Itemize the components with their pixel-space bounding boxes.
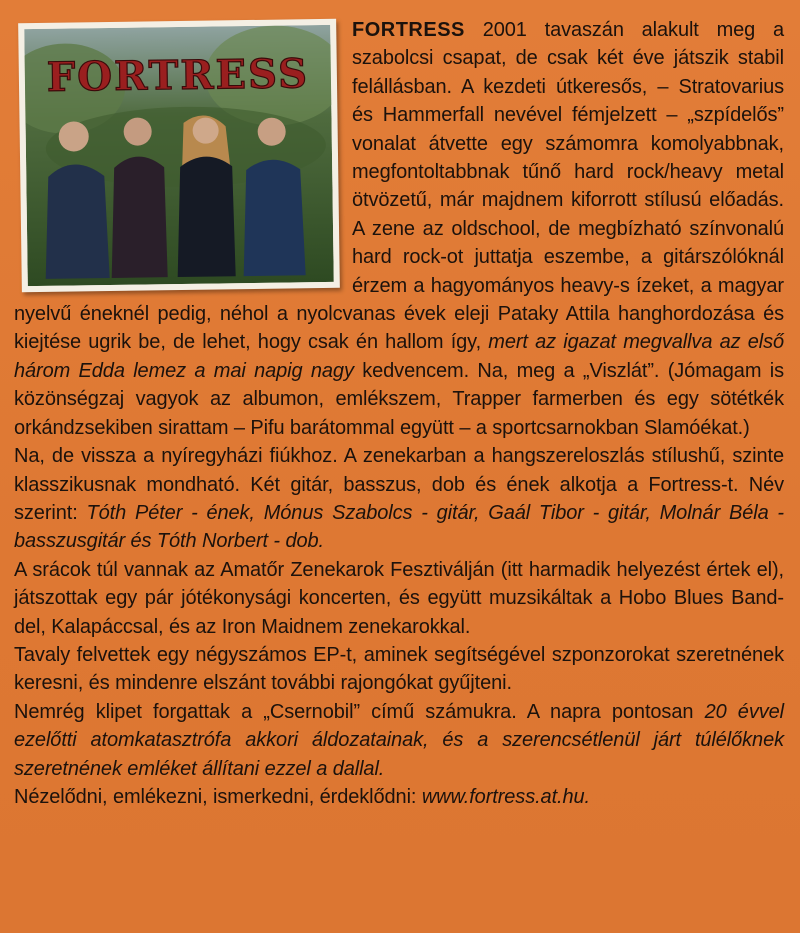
contact-text: Nézelődni, emlékezni, ismerkedni, érdeklődni: xyxy=(14,785,422,808)
ep-text: Tavaly felvettek egy négyszámos EP-t, aminek segítségével szponzorokat szeretnének keresni, és mindenre elszánt további rajongókat gyűjteni. xyxy=(14,643,784,695)
paragraph-ep xyxy=(14,641,784,698)
intro-italic: mert az igazat megvallva az első három Edda lemez a mai napig nagy xyxy=(14,331,784,382)
paragraph-concerts xyxy=(14,556,784,641)
website-url: www.fortress.at.hu. xyxy=(421,785,590,808)
concerts-text: A srácok túl vannak az Amatőr Zenekarok Fesztiválján (itt harmadik helyezést értek el), játszottak egy pár jótékonysági koncerten, és együtt muzsikáltak a Hobo Blues Band-del, Kalapáccsal, és az Iron Maidnem zenekarokkal. xyxy=(14,558,784,638)
band-name: FORTRESS xyxy=(352,19,465,41)
paragraph-lineup xyxy=(14,442,784,556)
clip-text: Nemrég klipet forgattak a „Csernobil” című számukra. A napra pontosan xyxy=(14,700,705,723)
paragraph-contact xyxy=(14,783,784,811)
photo-wrap-spacer xyxy=(14,16,352,298)
intro-text: 2001 tavaszán alakult meg a szabolcsi csapat, de csak két éve játszik stabil felállásban. A kezdeti útkeresős, – Stratovarius és Hammerfall nevével fémjelzett – „szpídelős” vonalat átvette egy számomra komolyabbnak, megfontoltabbnak tűnő hard rock/heavy metal ötvözetű, már majdnem kiforrott stílusú előadás. A zene az oldschool, de megbízható színvonalú hard rock-ot juttatja eszembe, a gitárszólóknál érzem a hagyományos heavy-s ízeket, a magyar nyelvű éneknél pedig, néhol a nyolcvanas évek eleji Pataky Attila hanghordozása és kiejtése ugrik be, de lehet, hogy csak én hallom így, xyxy=(14,19,784,354)
paragraph-clip xyxy=(14,698,784,783)
lineup-text: Na, de vissza a nyíregyházi fiúkhoz. A zenekarban a hangszereloszlás stílushű, szinte klasszikusnak mondható. Két gitár, basszus, dob és ének alkotja a Fortress-t. Név szerint: xyxy=(14,445,784,524)
clip-italic: 20 évvel ezelőtti atomkatasztrófa akkori áldozatainak, és a szerencsétlenül járt túlélőknek szeretnének emléket állítani ezzel a dallal. xyxy=(14,700,784,780)
article-body xyxy=(14,16,784,811)
intro-text-end: kedvencem. Na, meg a „Viszlát”. (Jómagam is közönségzaj vagyok az albumon, emlékszem, Trapper farmerben és egy sötétkék orkándzsekiben sirattam – Pifu barátommal együtt – a sportcsarnokban Slamóékat.) xyxy=(14,359,784,439)
band-logo: FORTRESS xyxy=(46,50,310,101)
lineup-members: Tóth Péter - ének, Mónus Szabolcs - gitár, Gaál Tibor - gitár, Molnár Béla - basszusgitár és Tóth Norbert - dob. xyxy=(14,501,784,553)
